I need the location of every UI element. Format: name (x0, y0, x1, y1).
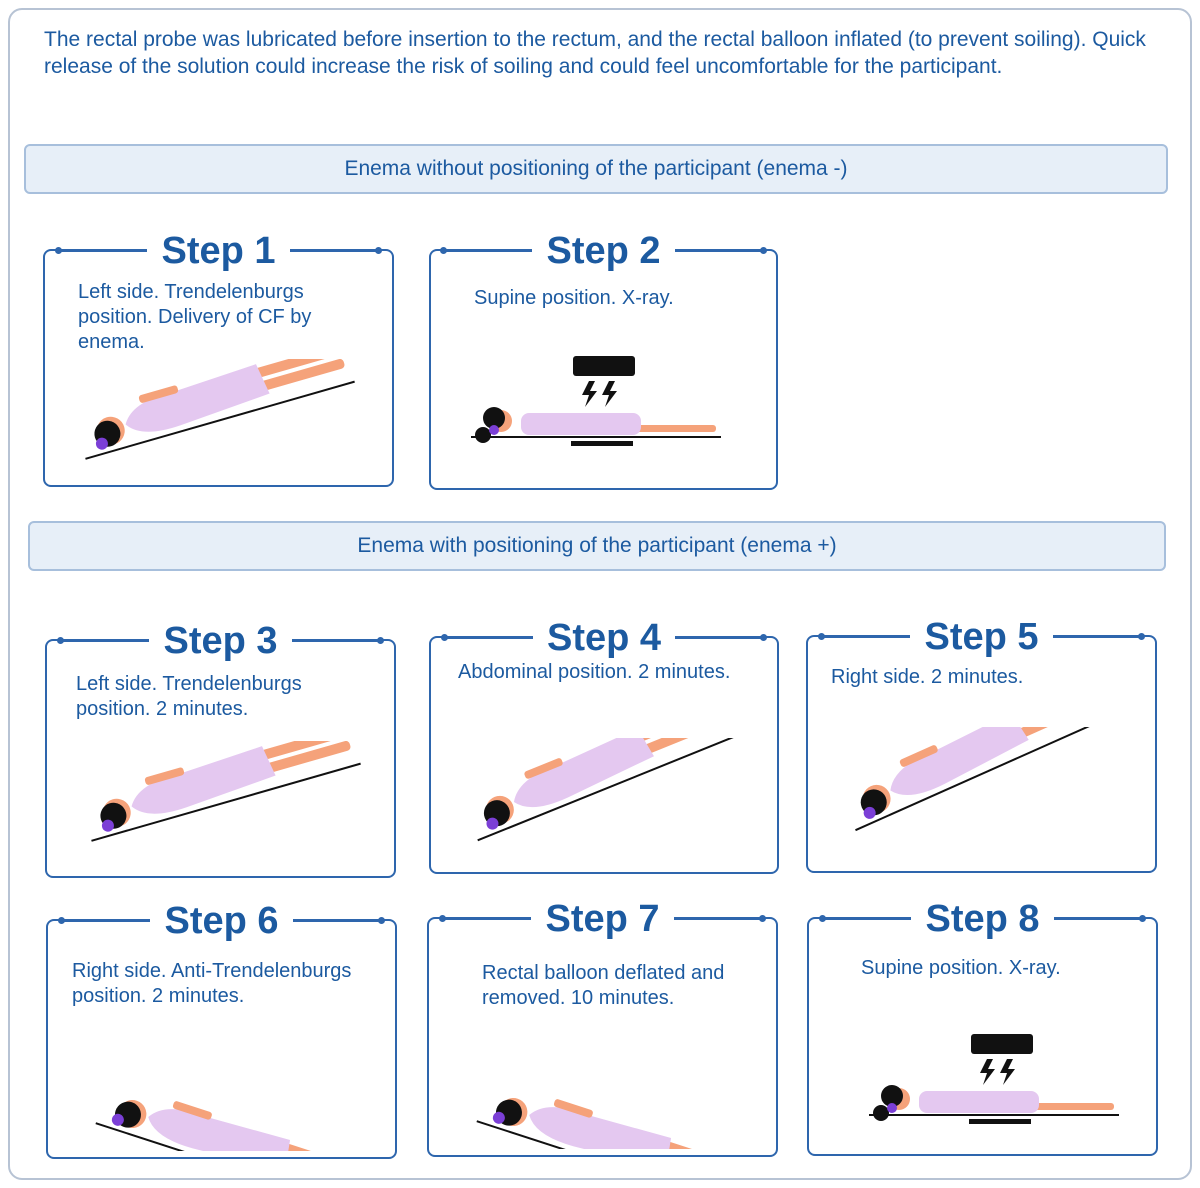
step-description: Abdominal position. 2 minutes. (458, 661, 731, 683)
supine-xray-illustration (859, 1029, 1159, 1139)
step-title: Step 7 (531, 897, 673, 941)
step-description: Rectal balloon deflated and removed. 10 minutes. (482, 962, 725, 1009)
right-side-anti-trendelenburg-illustration (469, 1039, 769, 1149)
step-title: Step 2 (532, 229, 674, 273)
step-card-1 (43, 230, 394, 487)
step-description: Supine position. X-ray. (861, 957, 1061, 979)
left-side-trendelenburg-illustration (77, 741, 377, 851)
intro-text: The rectal probe was lubricated before insertion to the rectum, and the rectal balloon inflated (to prevent soiling). Quick release of the solution could increase the risk of soiling and could feel uncomfortable for the participant. (44, 28, 1146, 78)
step-card-4 (429, 617, 779, 874)
left-side-trendelenburg-illustration (71, 359, 371, 469)
step-description: Right side. Anti-Trendelenburgs position. 2 minutes. (72, 960, 352, 1007)
step-card-3 (45, 620, 396, 878)
abdominal-position-illustration (461, 738, 761, 848)
step-card-5 (806, 616, 1157, 873)
right-side-illustration (838, 727, 1138, 837)
supine-xray-illustration (461, 351, 761, 461)
step-title: Step 1 (147, 229, 289, 273)
step-card-2 (429, 230, 778, 490)
step-card-7 (427, 898, 778, 1157)
step-description: Supine position. X-ray. (474, 287, 674, 309)
step-description: Right side. 2 minutes. (831, 666, 1024, 688)
step-title: Step 6 (150, 899, 292, 943)
section-banner-enema-minus (24, 144, 1168, 194)
step-title: Step 4 (533, 616, 675, 660)
section-label: Enema with positioning of the participant (enema +) (357, 534, 837, 557)
step-description: Left side. Trendelenburgs position. Delivery of CF by enema. (78, 281, 312, 353)
step-title: Step 3 (149, 619, 291, 663)
right-side-anti-trendelenburg-illustration (88, 1041, 388, 1151)
step-title: Step 8 (911, 897, 1053, 941)
step-description: Left side. Trendelenburgs position. 2 minutes. (76, 673, 302, 720)
step-card-6 (46, 900, 397, 1159)
section-banner-enema-plus (28, 521, 1166, 571)
step-card-8 (807, 898, 1158, 1156)
section-label: Enema without positioning of the participant (enema -) (344, 157, 848, 180)
step-title: Step 5 (910, 615, 1052, 659)
